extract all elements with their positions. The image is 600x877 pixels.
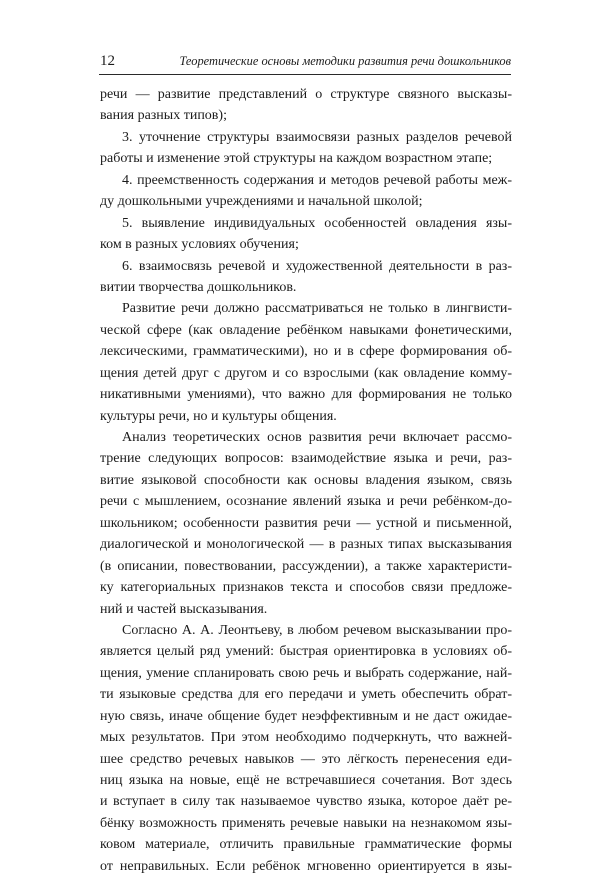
text-line: бёнку возможность применять речевые навыки на незнакомом язы- xyxy=(100,815,512,831)
text-line: Развитие речи должно рассматриваться не только в лингвисти- xyxy=(122,301,512,317)
text-line: витие языковой способности как основы владения языком, связь xyxy=(100,472,512,488)
text-line: витии творчества дошкольников. xyxy=(100,279,297,295)
text-line: трение следующих вопросов: взаимодействие языка и речи, раз- xyxy=(100,451,512,467)
text-line: щения, умение спланировать свою речь и выбрать содержание, най- xyxy=(100,665,512,681)
text-line: никативными умениями), что важно для формирования не только xyxy=(100,387,512,403)
text-line: вания разных типов); xyxy=(100,108,227,124)
text-line: 5. выявление индивидуальных особенностей овладения язы- xyxy=(122,215,512,231)
text-line: является целый ряд умений: быстрая ориентировка в условиях об- xyxy=(100,644,512,660)
text-line: культуры речи, но и культуры общения. xyxy=(100,408,337,424)
text-line: ческой сфере (как овладение ребёнком навыками фонетическими, xyxy=(100,322,512,338)
text-line: от неправильных. Если ребёнок мгновенно ориентируется в язы- xyxy=(100,858,512,874)
text-line: речи — развитие представлений о структуре связного высказы- xyxy=(100,87,512,102)
text-line: диалогической и монологической — в разных типах высказывания xyxy=(100,537,512,553)
text-line: Согласно А. А. Леонтьеву, в любом речевом высказывании про- xyxy=(122,622,512,638)
page-header xyxy=(99,50,511,75)
text-line: ду дошкольными учреждениями и начальной школой; xyxy=(100,194,423,210)
text-line: ком в разных условиях обучения; xyxy=(100,237,299,253)
text-line: шее средство речевых навыков — это лёгкость перенесения еди- xyxy=(100,751,512,767)
page-number: 12 xyxy=(100,53,115,69)
text-line: 4. преемственность содержания и методов речевой работы меж- xyxy=(122,172,512,188)
text-line: Анализ теоретических основ развития речи включает рассмо- xyxy=(122,430,512,445)
text-line: ний и частей высказывания. xyxy=(100,601,268,617)
text-line: ную связь, иначе общение будет неэффективным и не даст ожидае- xyxy=(100,708,512,724)
text-line: лексическими, грамматическими), но и в сфере формирования об- xyxy=(100,344,512,360)
text-line: (в описании, повествовании, рассуждении), а также характеристи- xyxy=(100,558,512,574)
text-line: ковом материале, отличить правильные грамматические формы xyxy=(100,837,512,853)
text-line: щения детей друг с другом и со взрослыми (как овладение комму- xyxy=(100,365,512,381)
text-line: речи с мышлением, осознание явлений языка и речи ребёнком-до- xyxy=(100,494,512,510)
text-line: ку категориальных признаков текста и способов связи предложе- xyxy=(100,580,512,596)
text-line: 6. взаимосвязь речевой и художественной деятельности в раз- xyxy=(122,258,512,274)
text-line: ти языковые средства для его передачи и уметь обеспечить обрат- xyxy=(100,687,512,703)
text-line: работы и изменение этой структуры на каждом возрастном этапе; xyxy=(100,151,493,167)
text-line: мых результатов. При этом необходимо подчеркнуть, что важней- xyxy=(100,730,512,746)
text-line: 3. уточнение структуры взаимосвязи разных разделов речевой xyxy=(122,129,512,145)
running-title: Теоретические основы методики развития речи дошкольников xyxy=(179,54,511,68)
text-line: ниц языка на новые, ещё не встречавшиеся сочетания. Вот здесь xyxy=(100,773,512,788)
text-line: школьником; особенности развития речи — устной и письменной, xyxy=(100,515,512,531)
body-text xyxy=(100,84,512,877)
text-line: и вступает в силу так называемое чувство языка, которое даёт ре- xyxy=(100,794,512,810)
